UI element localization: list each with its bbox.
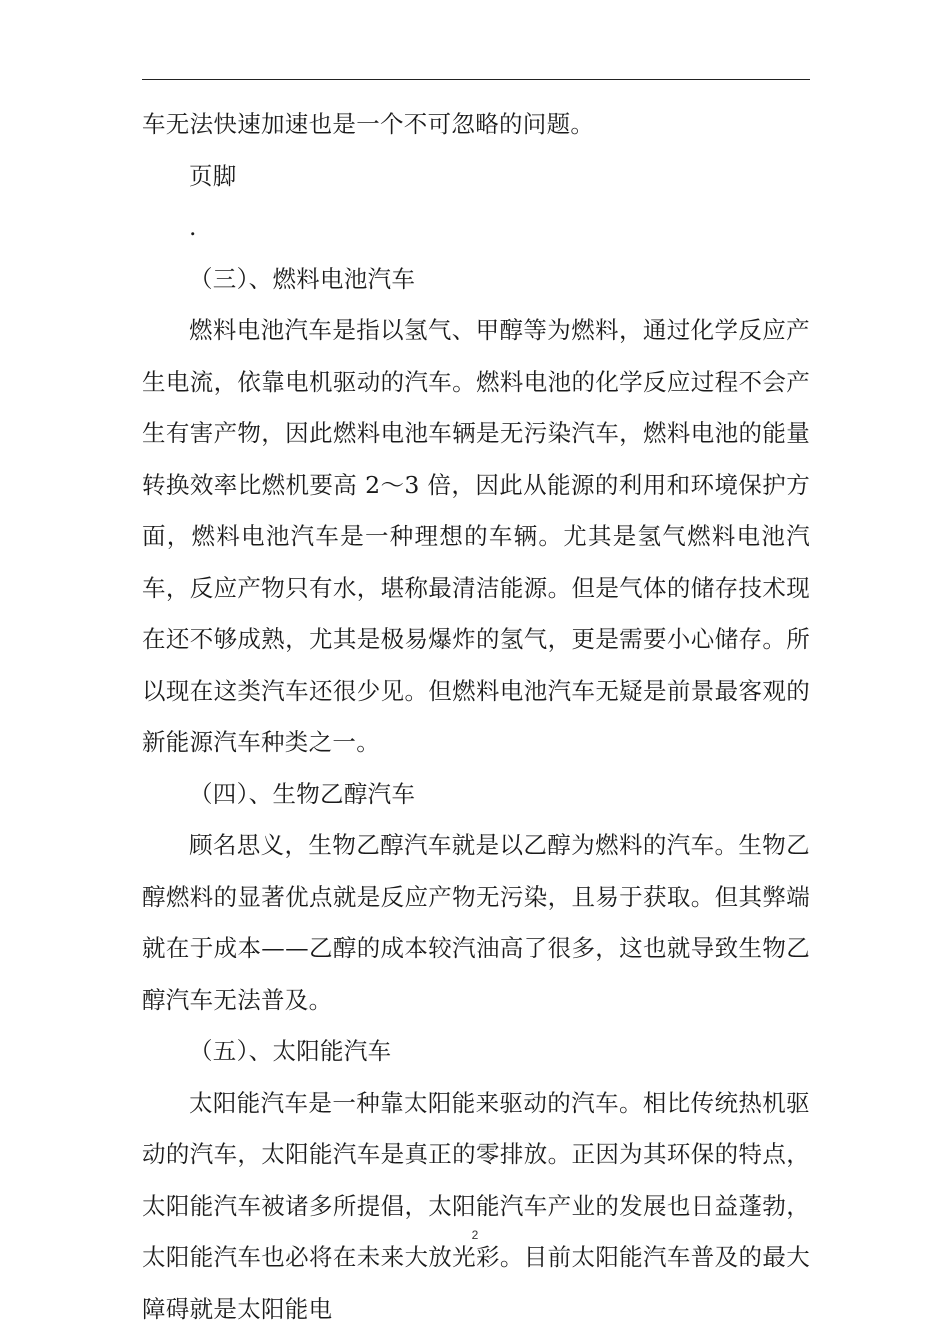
document-body [142, 99, 810, 1335]
header-rule [142, 79, 810, 80]
section-paragraph: 燃料电池汽车是指以氢气、甲醇等为燃料，通过化学反应产生电流，依靠电机驱动的汽车。燃料电池的化学反应过程不会产生有害产物，因此燃料电池车辆是无污染汽车，燃料电池的能量转换效率比燃机要高 2～3 倍，因此从能源的利用和环境保护方面，燃料电池汽车是一种理想的车辆。尤其是氢气燃料电池汽车，反应产物只有水，堪称最清洁能源。但是气体的储存技术现在还不够成熟，尤其是极易爆炸的氢气，更是需要小心储存。所以现在这类汽车还很少见。但燃料电池汽车无疑是前景最客观的新能源汽车种类之一。 [142, 316, 810, 756]
dot-marker: . [189, 213, 197, 241]
section-heading: （五）、太阳能汽车 [189, 1037, 392, 1065]
section-heading: （四）、生物乙醇汽车 [189, 779, 416, 808]
page-number: 2 [471, 1228, 479, 1242]
continuation-text: 车无法快速加速也是一个不可忽略的问题。 [142, 110, 595, 138]
footer-label: 页脚 [189, 161, 237, 190]
section-paragraph: 太阳能汽车是一种靠太阳能来驱动的汽车。相比传统热机驱动的汽车，太阳能汽车是真正的零排放。正因为其环保的特点，太阳能汽车被诸多所提倡，太阳能汽车产业的发展也日益蓬勃，太阳能汽车也必将在未来大放光彩。目前太阳能汽车普及的最大障碍就是太阳能电 [142, 1088, 810, 1323]
section-paragraph: 顾名思义，生物乙醇汽车就是以乙醇为燃料的汽车。生物乙醇燃料的显著优点就是反应产物无污染，且易于获取。但其弊端就在于成本——乙醇的成本较汽油高了很多，这也就导致生物乙醇汽车无法普及。 [142, 831, 810, 1014]
section-heading: （三）、燃料电池汽车 [189, 264, 416, 293]
